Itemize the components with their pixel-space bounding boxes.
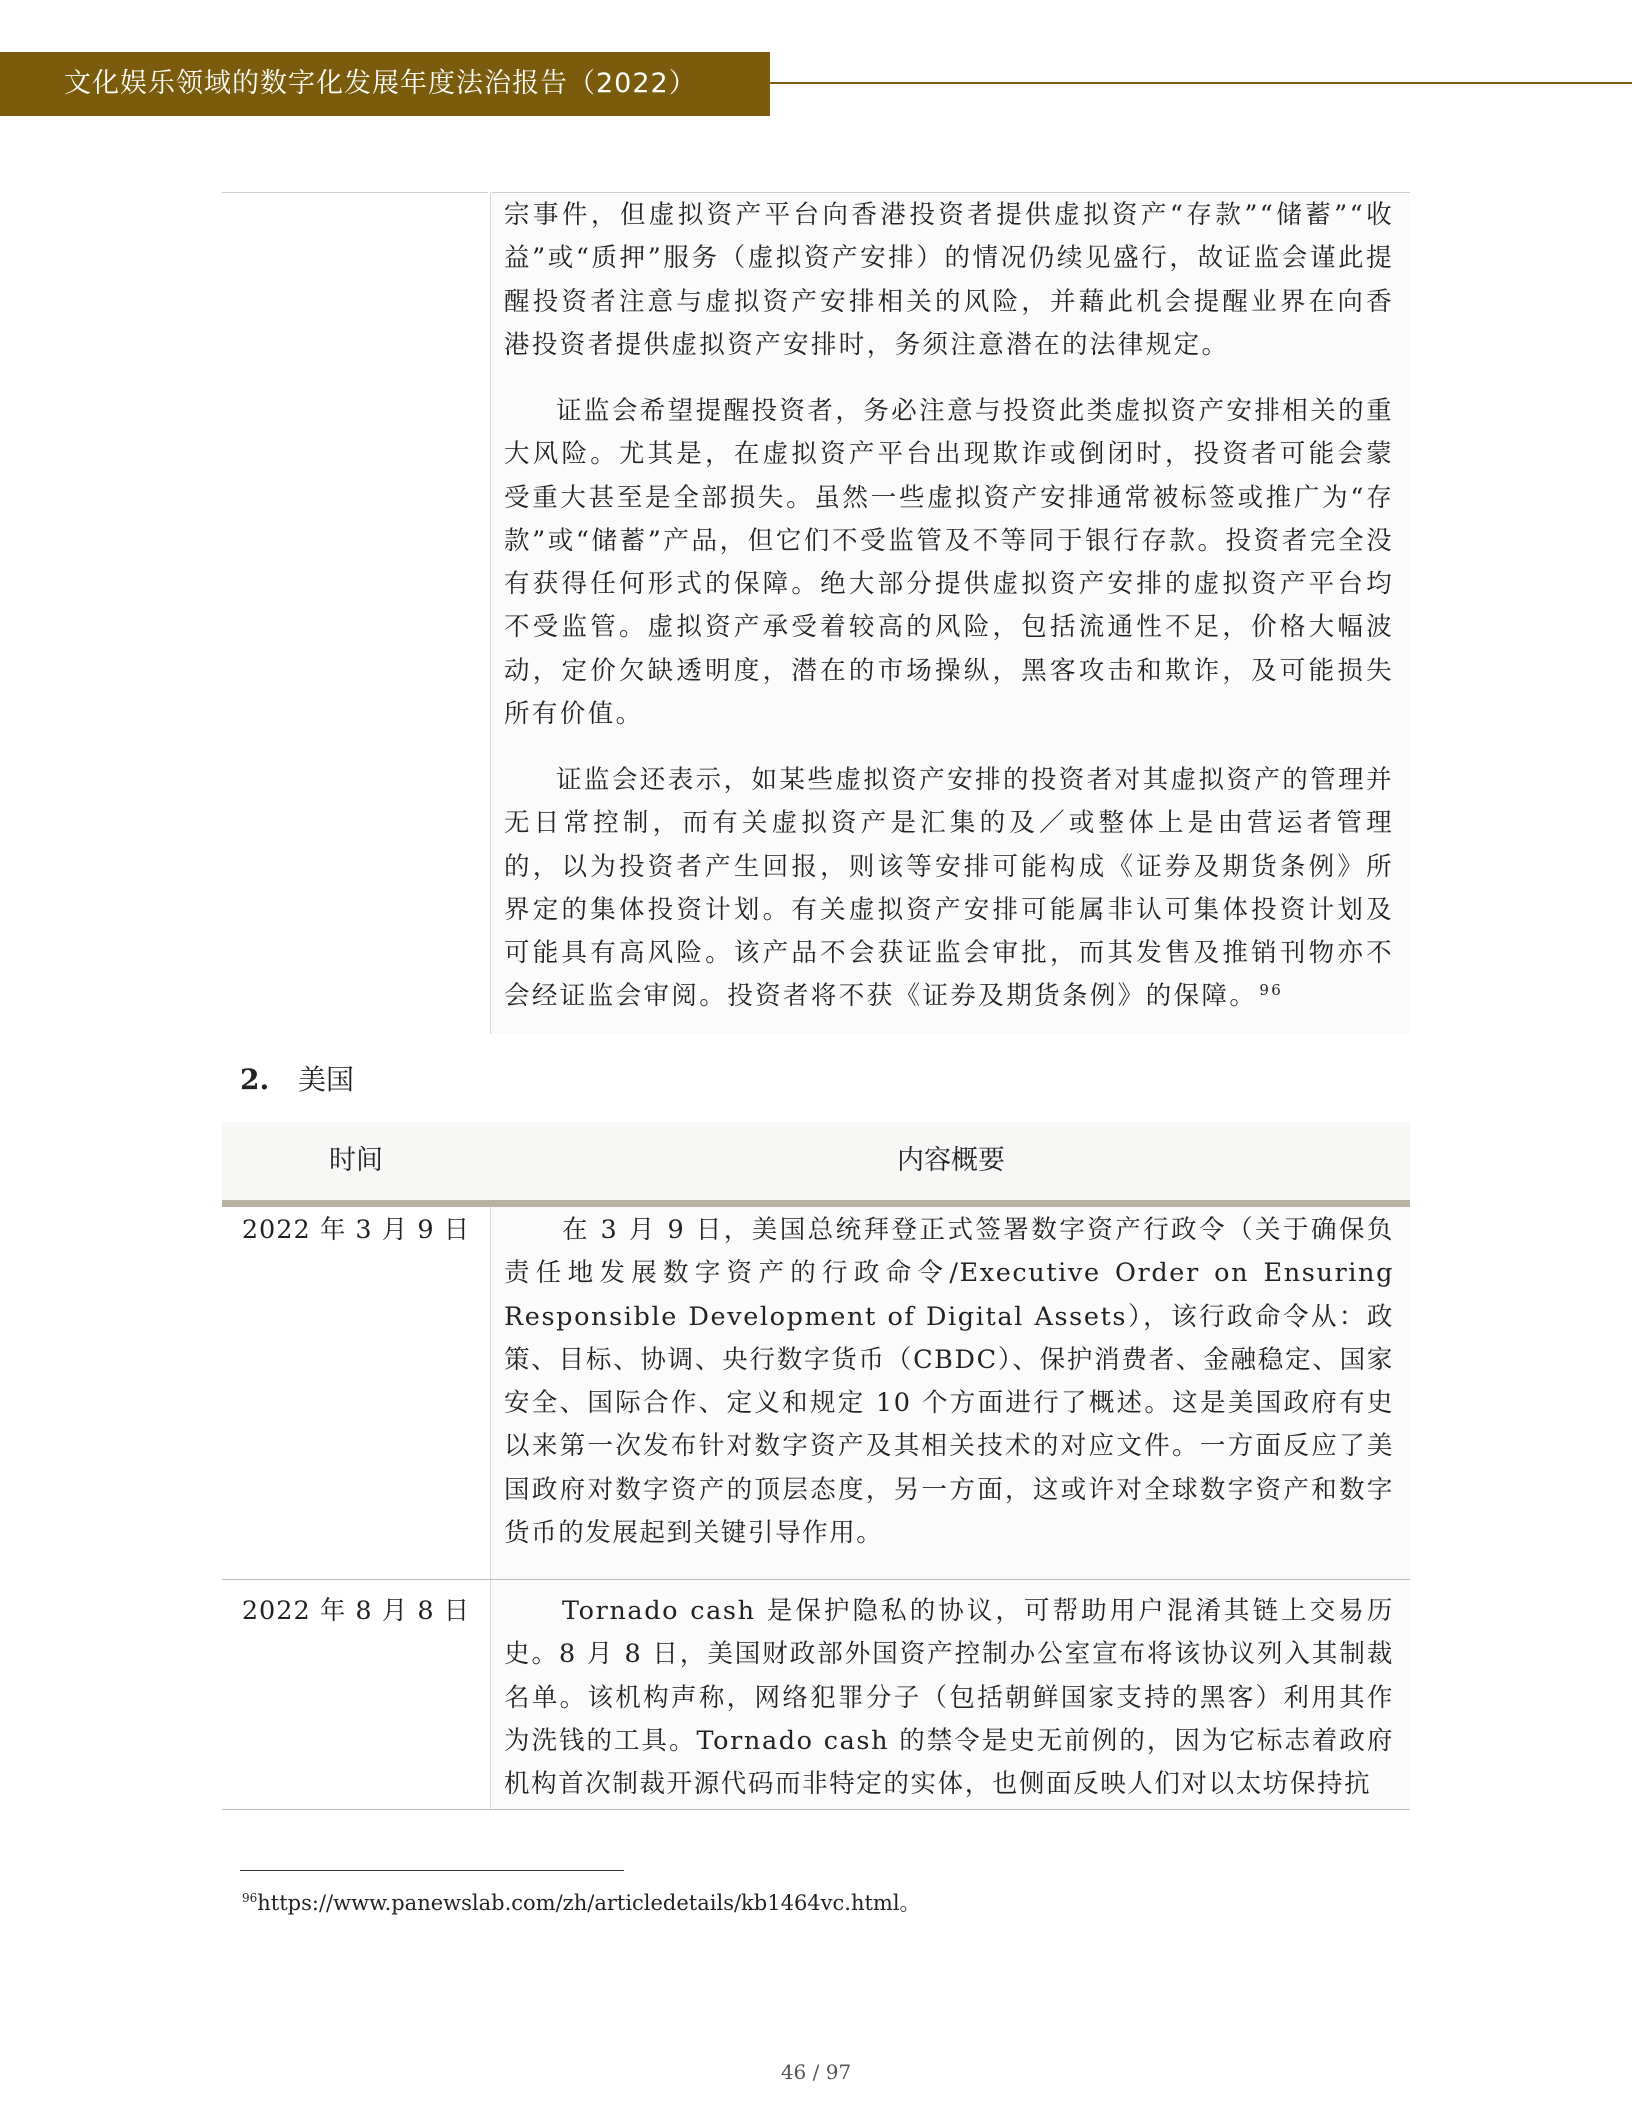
footnote-link[interactable]: https://www.panewslab.com/zh/articledetails/kb1464vc.html。	[257, 1891, 921, 1915]
table-header-summary: 内容概要	[897, 1145, 1005, 1176]
table-row-2-divider	[490, 1580, 491, 1809]
table-bottom-rule	[222, 1809, 1410, 1810]
continued-paragraph-2: 证监会希望提醒投资者，务必注意与投资此类虚拟资产安排相关的重大风险。尤其是，在虚拟资产平台出现欺诈或倒闭时，投资者可能会蒙受重大甚至是全部损失。虽然一些虚拟资产安排通常被标签或推广为“存款”或“储蓄”产品，但它们不受监管及不等同于银行存款。投资者完全没有获得任何形式的保障。绝大部分提供虚拟资产安排的虚拟资产平台均不受监管。虚拟资产承受着较高的风险，包括流通性不足，价格大幅波动，定价欠缺透明度，潜在的市场操纵，黑客攻击和欺诈，及可能损失所有价值。	[504, 396, 1394, 730]
table-row-2-date: 2022 年 8 月 8 日	[241, 1596, 471, 1626]
table-row-1-text: 在 3 月 9 日，美国总统拜登正式签署数字资产行政令（关于确保负责任地发展数字资产的行政命令/Executive Order on Ensuring Responsible Development of Digital Assets），该行政命令从：政策、目标、协调、央行数字货币（CBDC）、保护消费者、金融稳定、国家安全、国际合作、定义和规定 10 个方面进行了概述。这是美国政府有史以来第一次发布针对数字资产及其相关技术的对应文件。一方面反应了美国政府对数字资产的顶层态度，另一方面，这或许对全球数字资产和数字货币的发展起到关键引导作用。	[504, 1215, 1394, 1549]
header-rule	[770, 82, 1632, 84]
table-row-1-date: 2022 年 3 月 9 日	[241, 1215, 471, 1245]
running-header-title: 文化娱乐领域的数字化发展年度法治报告（2022）	[64, 68, 697, 99]
footnote	[240, 1888, 921, 1918]
footnote-reference[interactable]: 96	[1259, 980, 1284, 999]
continued-column-divider	[490, 192, 491, 1034]
page-number: 46 / 97	[780, 2060, 852, 2084]
section-title: 美国	[298, 1063, 355, 1096]
footnote-number: 96	[242, 1891, 258, 1905]
section-heading	[240, 1058, 354, 1098]
continued-paragraph-3	[504, 759, 1394, 1019]
section-number: 2.	[240, 1063, 270, 1096]
table-row-2-text: Tornado cash 是保护隐私的协议，可帮助用户混淆其链上交易历史。8 月 8 日，美国财政部外国资产控制办公室宣布将该协议列入其制裁名单。该机构声称，网络犯罪分子（包括朝鲜国家支持的黑客）利用其作为洗钱的工具。Tornado cash 的禁令是史无前例的，因为它标志着政府机构首次制裁开源代码而非特定的实体，也侧面反映人们对以太坊保持抗	[504, 1596, 1394, 1800]
continued-paragraph-3-text: 证监会还表示，如某些虚拟资产安排的投资者对其虚拟资产的管理并无日常控制，而有关虚拟资产是汇集的及／或整体上是由营运者管理的，以为投资者产生回报，则该等安排可能构成《证券及期货条例》所界定的集体投资计划。有关虚拟资产安排可能属非认可集体投资计划及可能具有高风险。该产品不会获证监会审批，而其发售及推销刊物亦不会经证监会审阅。投资者将不获《证券及期货条例》的保障。	[504, 765, 1394, 1012]
continued-paragraph-1: 宗事件，但虚拟资产平台向香港投资者提供虚拟资产“存款”“储蓄”“收益”或“质押”服务（虚拟资产安排）的情况仍续见盛行，故证监会谨此提醒投资者注意与虚拟资产安排相关的风险，并藉此机会提醒业界在向香港投资者提供虚拟资产安排时，务须注意潜在的法律规定。	[504, 200, 1394, 360]
table-row-1-divider	[490, 1207, 491, 1579]
continued-table-top-rule-left	[222, 192, 488, 193]
footnote-separator	[240, 1870, 624, 1871]
table-header-rule	[222, 1200, 1410, 1207]
continued-table-top-rule-right	[492, 192, 1410, 193]
table-header-time: 时间	[329, 1145, 383, 1176]
